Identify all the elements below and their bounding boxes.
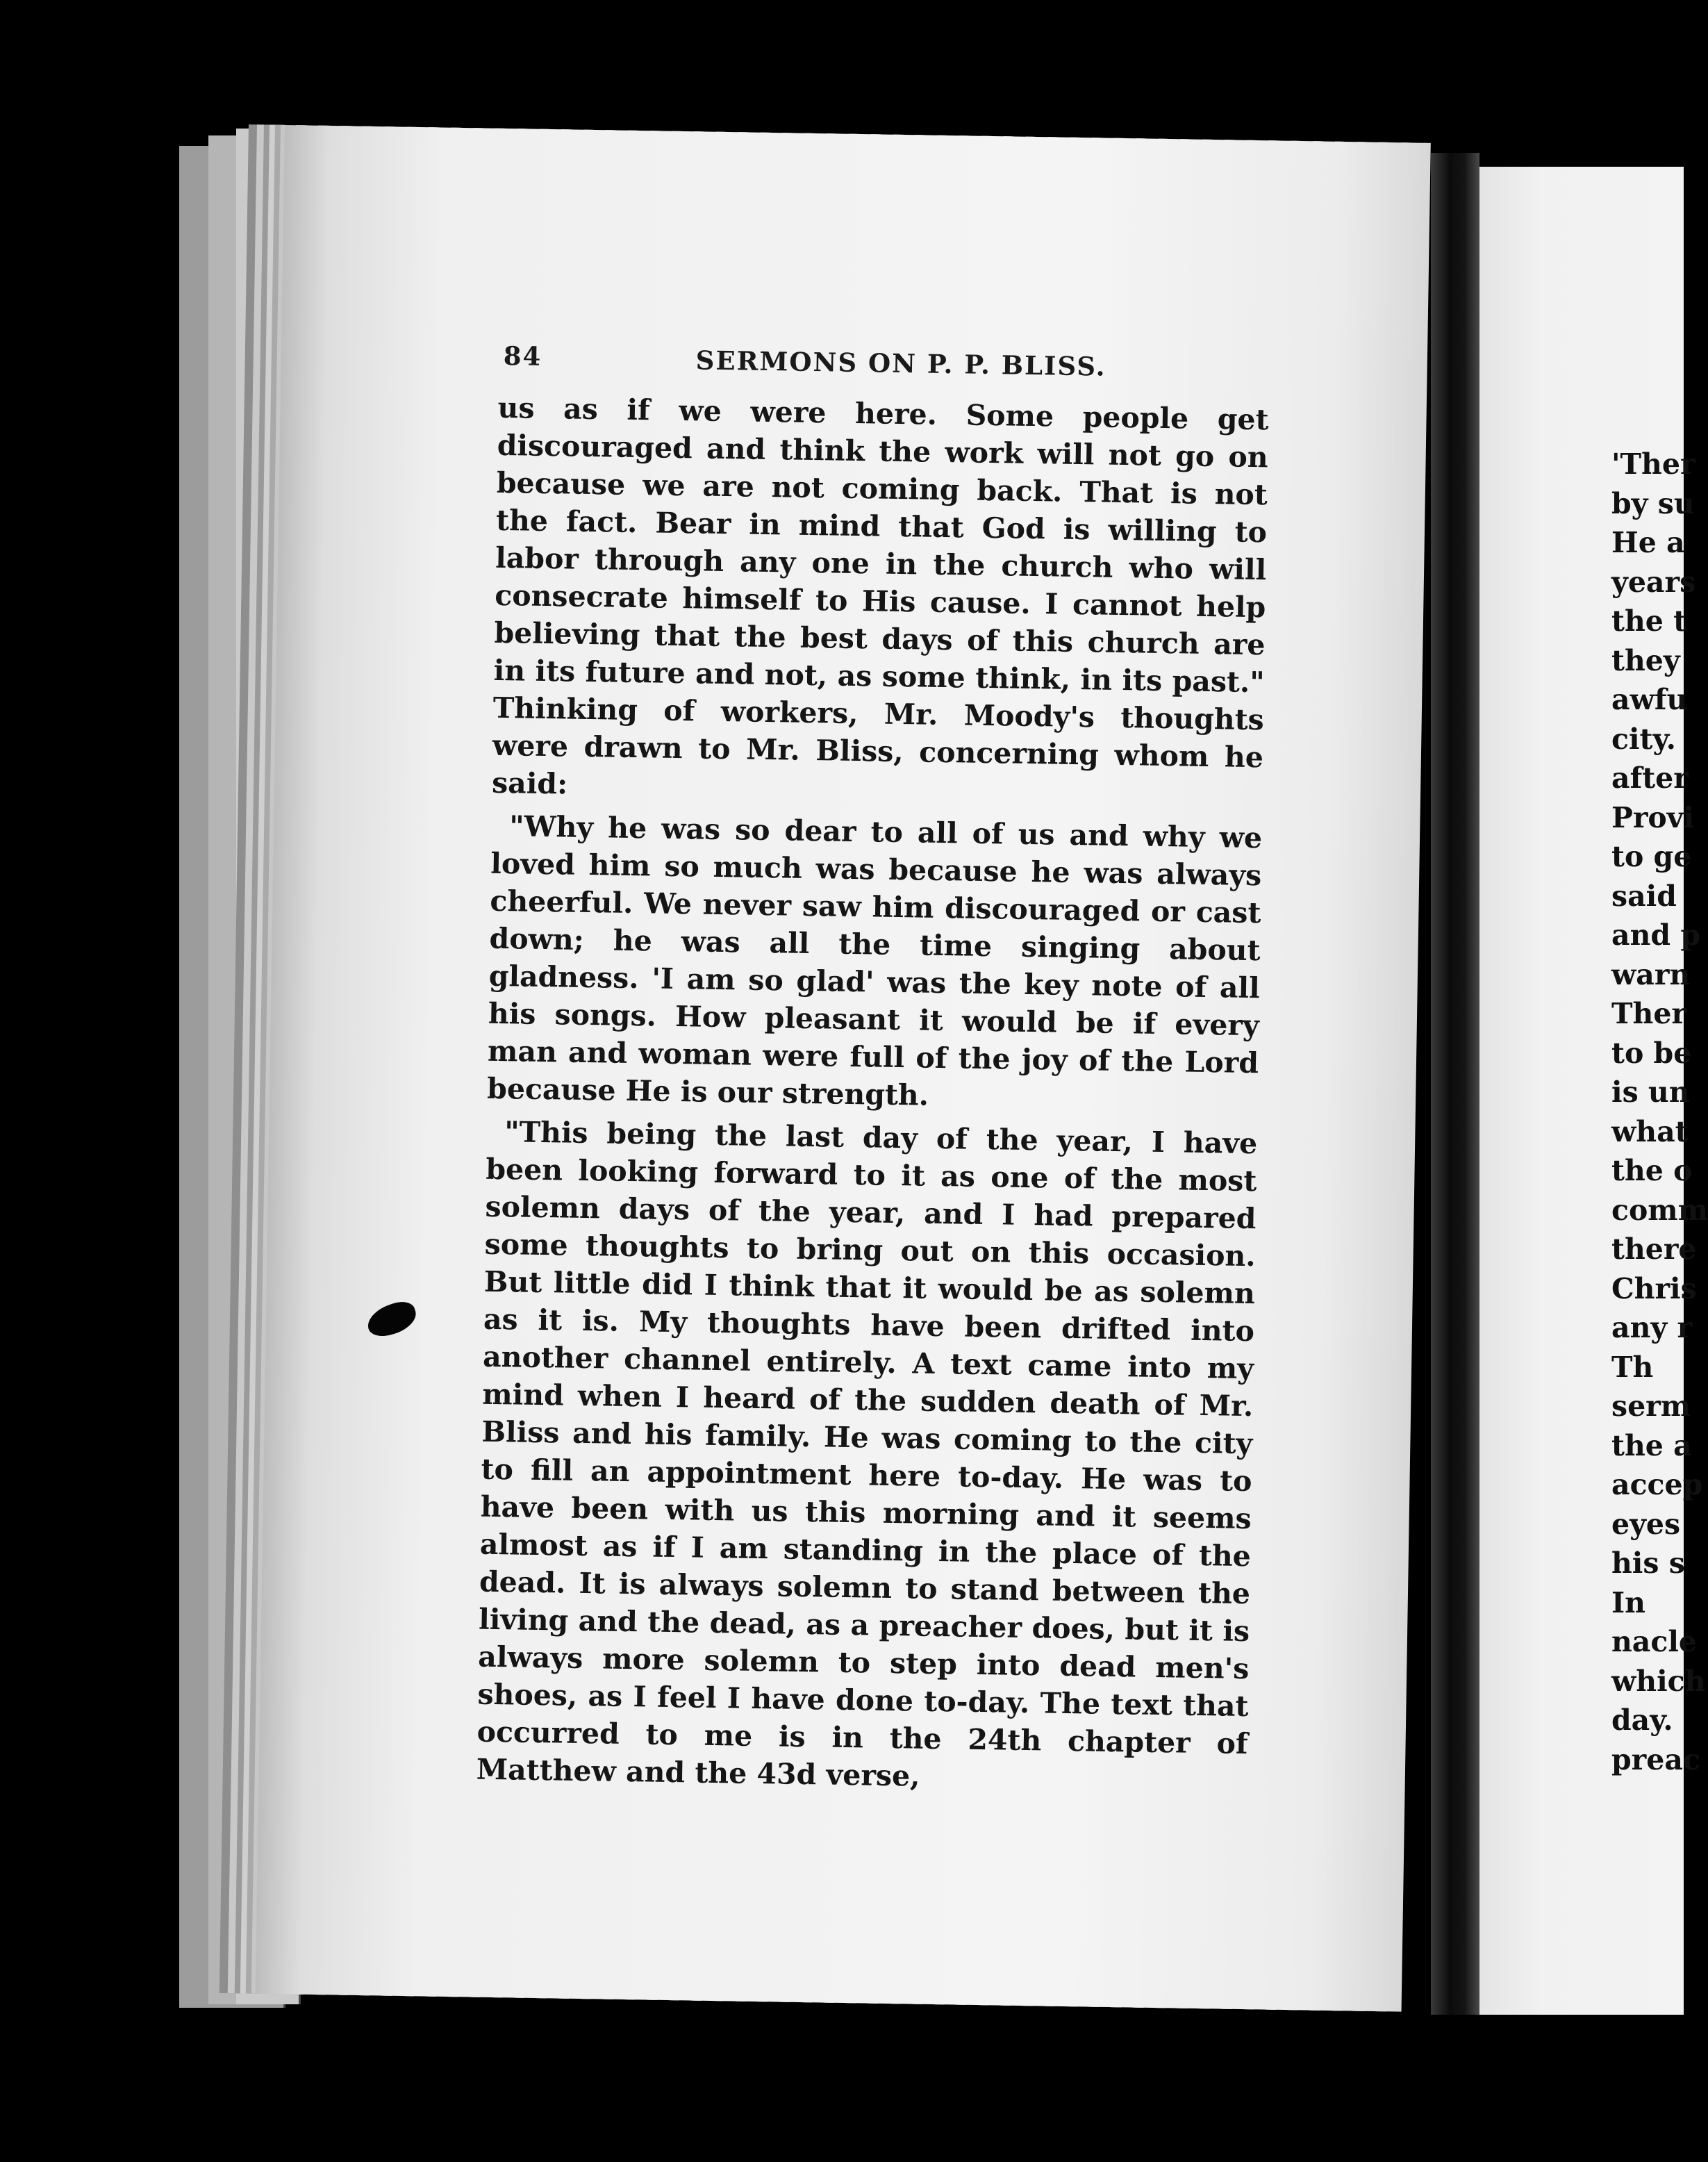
- text-fragment: is un: [1611, 1075, 1690, 1109]
- text-fragment: years: [1611, 565, 1696, 599]
- text-fragment: awfu: [1611, 683, 1688, 716]
- text-fragment: by su: [1611, 486, 1695, 520]
- text-fragment: day.: [1611, 1703, 1673, 1737]
- text-fragment: city.: [1611, 722, 1676, 756]
- text-fragment: what: [1611, 1114, 1689, 1148]
- text-fragment: the o: [1611, 1154, 1693, 1187]
- text-fragment: eyes: [1611, 1507, 1681, 1541]
- text-fragment: Th: [1611, 1350, 1654, 1384]
- text-fragment: accep: [1611, 1468, 1703, 1501]
- text-fragment: Provi: [1611, 800, 1695, 834]
- text-fragment: the a: [1611, 1428, 1692, 1462]
- text-fragment: Chris: [1611, 1271, 1697, 1305]
- body-text: [476, 389, 1269, 1806]
- text-fragment: the t: [1611, 604, 1687, 638]
- text-fragment: nacle: [1611, 1625, 1697, 1658]
- paragraph: us as if we were here. Some people get discouraged and think the work will not go on because we are not coming back. That is not the fact. Bear in mind that God is willing to labor through any one in the church who will consecrate himself to His cause. I cannot help believing that the best days of this church are in its future and not, as some think, in its past." Thinking of workers, Mr. Moody's thoughts were drawn to Mr. Bliss, concerning whom he said:: [491, 390, 1269, 801]
- text-fragment: preac: [1611, 1742, 1700, 1776]
- text-fragment: and p: [1611, 918, 1700, 952]
- paragraph: "Why he was so dear to all of us and why we loved him so much was because he was always cheerful. We never saw him discouraged or cast down; he was all the time singing about gladness. 'I am so glad' was the key note of all his songs. How pleasant it would be if every man and woman were full of the joy of the Lord because He is our strength.: [486, 809, 1263, 1112]
- text-fragment: they: [1611, 643, 1680, 677]
- running-title: SERMONS ON P. P. BLISS.: [695, 345, 1106, 382]
- text-fragment: any r: [1611, 1311, 1693, 1344]
- paragraph: "This being the last day of the year, I have been looking forward to it as one of the most solemn days of the year, and I had prepared some thoughts to bring out on this occasion. But little did I think that it would be as solemn as it is. My thoughts have been drifted into another channel entirely. A text came into my mind when I heard of the sudden death of Mr. Bliss and his family. He was coming to the city to fill an appointment here to-day. He was to have been with us this morning and it seems almost as if I am standing in the place of the dead. It is always solemn to stand between the living and the dead, as a preacher does, but it is always more solemn to step into dead men's shoes, as I feel I have done to-day. The text that occurred to me is in the 24th chapter of Matthew and the 43d verse,: [476, 1115, 1258, 1793]
- text-fragment: In: [1611, 1585, 1645, 1619]
- text-fragment: his s: [1611, 1546, 1685, 1580]
- text-fragment: warn: [1611, 957, 1691, 991]
- page-number: 84: [503, 340, 542, 372]
- text-fragment: He a: [1611, 526, 1685, 559]
- text-fragment: to be: [1611, 1036, 1692, 1070]
- right-page-text-fragments: [1611, 445, 1708, 1779]
- text-fragment: said: [1611, 879, 1677, 913]
- book-gutter: [1431, 153, 1479, 2015]
- text-fragment: which: [1611, 1664, 1706, 1698]
- text-fragment: Ther: [1611, 997, 1687, 1030]
- text-fragment: after: [1611, 761, 1689, 795]
- text-fragment: serm: [1611, 1389, 1691, 1423]
- text-fragment: there: [1611, 1232, 1697, 1266]
- text-fragment: to ge: [1611, 840, 1692, 873]
- text-fragment: 'Ther: [1611, 447, 1695, 481]
- left-page: [256, 125, 1431, 2012]
- text-fragment: comm: [1611, 1193, 1708, 1227]
